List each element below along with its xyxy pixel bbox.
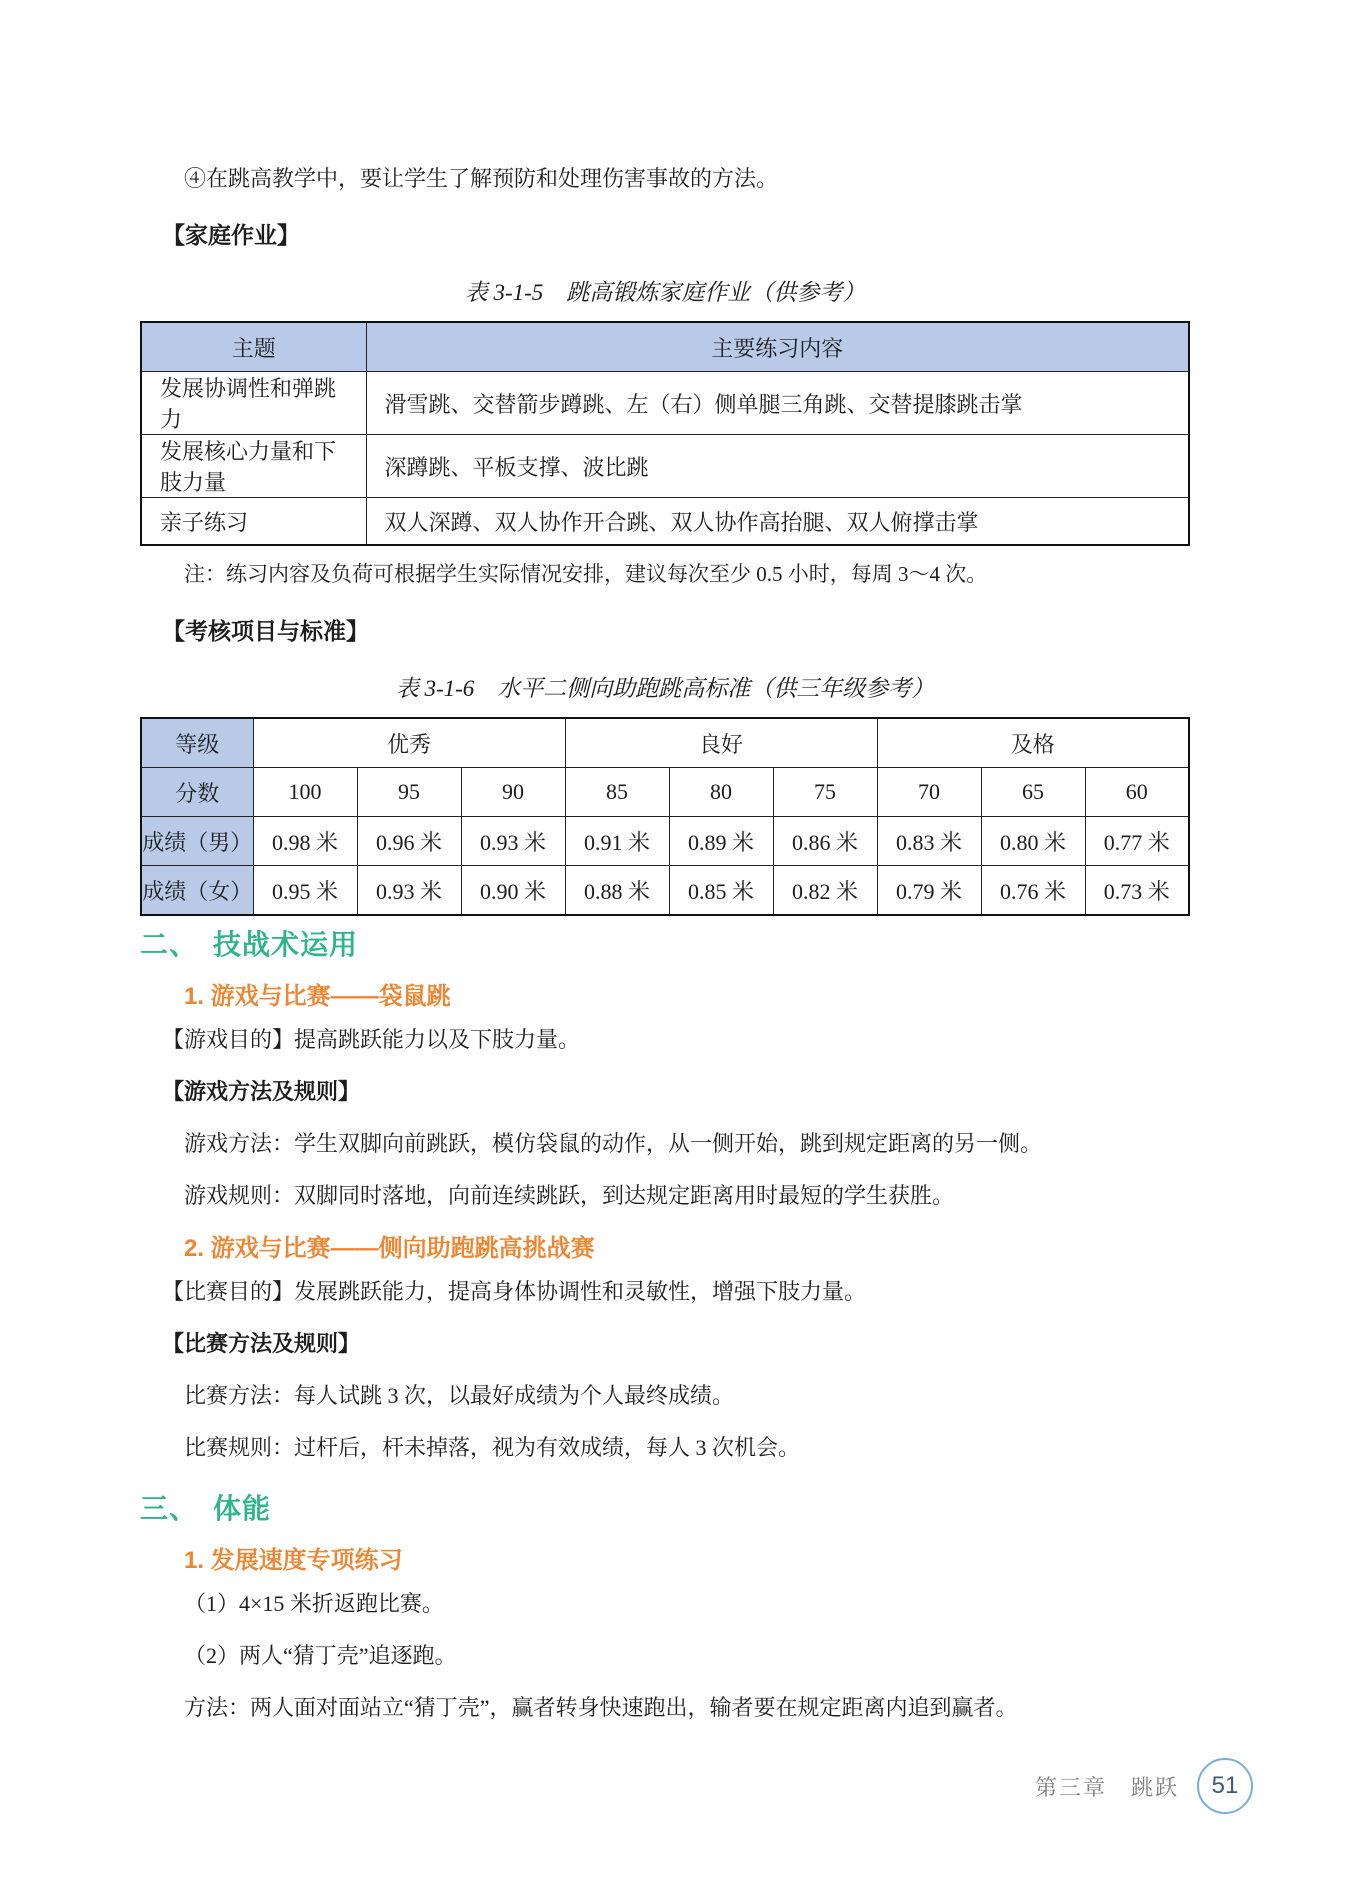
table-cell: 0.95 米 bbox=[253, 866, 357, 916]
table-cell: 0.79 米 bbox=[877, 866, 981, 916]
column-header: 主要练习内容 bbox=[366, 322, 1189, 372]
table-cell: 滑雪跳、交替箭步蹲跳、左（右）侧单腿三角跳、交替提膝跳击掌 bbox=[366, 372, 1189, 435]
row-label: 分数 bbox=[141, 768, 253, 817]
table-row bbox=[141, 435, 1189, 498]
table-row bbox=[141, 372, 1189, 435]
table-cell: 85 bbox=[565, 768, 669, 817]
fitness-item-1: （1）4×15 米折返跑比赛。 bbox=[184, 1591, 444, 1616]
table-cell: 65 bbox=[981, 768, 1085, 817]
table-cell: 0.91 米 bbox=[565, 817, 669, 866]
grade-group: 及格 bbox=[877, 718, 1189, 768]
standards-table bbox=[140, 717, 1190, 916]
game-method: 游戏方法：学生双脚向前跳跃，模仿袋鼠的动作，从一侧开始，跳到规定距离的另一侧。 bbox=[184, 1131, 1043, 1156]
table-cell: 0.98 米 bbox=[253, 817, 357, 866]
row-label: 等级 bbox=[141, 718, 253, 768]
table-cell: 0.80 米 bbox=[981, 817, 1085, 866]
table-cell: 60 bbox=[1085, 768, 1189, 817]
page-footer bbox=[1035, 1758, 1253, 1814]
subheading-game-kangaroo: 1. 游戏与比赛——袋鼠跳 bbox=[184, 983, 451, 1010]
section-heading-fitness: 三、 体能 bbox=[140, 1493, 272, 1524]
table-cell: 0.93 米 bbox=[461, 817, 565, 866]
page-number: 51 bbox=[1211, 1772, 1239, 1799]
table-cell: 90 bbox=[461, 768, 565, 817]
table-cell: 100 bbox=[253, 768, 357, 817]
match-rule: 比赛规则：过杆后，杆未掉落，视为有效成绩，每人 3 次机会。 bbox=[184, 1435, 801, 1460]
page-number-badge bbox=[1197, 1758, 1253, 1814]
section-heading-tactics: 二、 技战术运用 bbox=[140, 929, 359, 960]
footer-chapter-title: 第三章 跳跃 bbox=[1034, 1774, 1179, 1800]
match-purpose: 【比赛目的】发展跳跃能力，提高身体协调性和灵敏性，增强下肢力量。 bbox=[162, 1279, 867, 1304]
match-method: 比赛方法：每人试跳 3 次，以最好成绩为个人最终成绩。 bbox=[184, 1383, 735, 1408]
table-cell: 0.88 米 bbox=[565, 866, 669, 916]
intro-paragraph: ④在跳高教学中，要让学生了解预防和处理伤害事故的方法。 bbox=[184, 166, 779, 191]
table-cell: 75 bbox=[773, 768, 877, 817]
game-rule: 游戏规则：双脚同时落地，向前连续跳跃，到达规定距离用时最短的学生获胜。 bbox=[184, 1183, 955, 1208]
subheading-speed-practice: 1. 发展速度专项练习 bbox=[184, 1547, 403, 1574]
grade-group: 优秀 bbox=[253, 718, 565, 768]
table-cell: 0.73 米 bbox=[1085, 866, 1189, 916]
table1-note: 注：练习内容及负荷可根据学生实际情况安排，建议每次至少 0.5 小时，每周 3～4 次。 bbox=[184, 562, 988, 586]
table-cell: 深蹲跳、平板支撑、波比跳 bbox=[366, 435, 1189, 498]
fitness-item-2: （2）两人“猜丁壳”追逐跑。 bbox=[184, 1643, 457, 1668]
table-row bbox=[141, 866, 1189, 916]
table-cell: 0.77 米 bbox=[1085, 817, 1189, 866]
grade-group: 良好 bbox=[565, 718, 877, 768]
game-rules-label: 【游戏方法及规则】 bbox=[162, 1079, 361, 1104]
table-row bbox=[141, 817, 1189, 866]
subheading-game-highjump: 2. 游戏与比赛——侧向助跑跳高挑战赛 bbox=[184, 1235, 595, 1262]
table-cell: 发展核心力量和下肢力量 bbox=[141, 435, 366, 498]
assessment-label: 【考核项目与标准】 bbox=[162, 618, 369, 644]
table-cell: 双人深蹲、双人协作开合跳、双人协作高抬腿、双人俯撑击掌 bbox=[366, 498, 1189, 546]
table-cell: 0.82 米 bbox=[773, 866, 877, 916]
table-cell: 0.96 米 bbox=[357, 817, 461, 866]
table-row bbox=[141, 768, 1189, 817]
table-cell: 0.86 米 bbox=[773, 817, 877, 866]
table-cell: 80 bbox=[669, 768, 773, 817]
table-cell: 0.85 米 bbox=[669, 866, 773, 916]
table-cell: 0.83 米 bbox=[877, 817, 981, 866]
table-cell: 0.93 米 bbox=[357, 866, 461, 916]
row-label: 成绩（女） bbox=[141, 866, 253, 916]
table-cell: 发展协调性和弹跳力 bbox=[141, 372, 366, 435]
game-purpose: 【游戏目的】提高跳跃能力以及下肢力量。 bbox=[162, 1027, 581, 1052]
table2-caption: 表 3-1-6 水平二侧向助跑跳高标准（供三年级参考） bbox=[395, 676, 935, 701]
row-label: 成绩（男） bbox=[141, 817, 253, 866]
table-cell: 0.90 米 bbox=[461, 866, 565, 916]
table-cell: 95 bbox=[357, 768, 461, 817]
match-rules-label: 【比赛方法及规则】 bbox=[162, 1331, 361, 1356]
table-cell: 0.89 米 bbox=[669, 817, 773, 866]
table-cell: 亲子练习 bbox=[141, 498, 366, 546]
table-cell: 0.76 米 bbox=[981, 866, 1085, 916]
homework-table bbox=[140, 321, 1190, 546]
table-row bbox=[141, 498, 1189, 546]
table-row bbox=[141, 718, 1189, 768]
table1-caption: 表 3-1-5 跳高锻炼家庭作业（供参考） bbox=[464, 280, 866, 305]
table-cell: 70 bbox=[877, 768, 981, 817]
table-header-row bbox=[141, 322, 1189, 372]
fitness-method: 方法：两人面对面站立“猜丁壳”，赢者转身快速跑出，输者要在规定距离内追到赢者。 bbox=[184, 1695, 1018, 1720]
homework-label: 【家庭作业】 bbox=[162, 222, 300, 248]
column-header: 主题 bbox=[141, 322, 366, 372]
